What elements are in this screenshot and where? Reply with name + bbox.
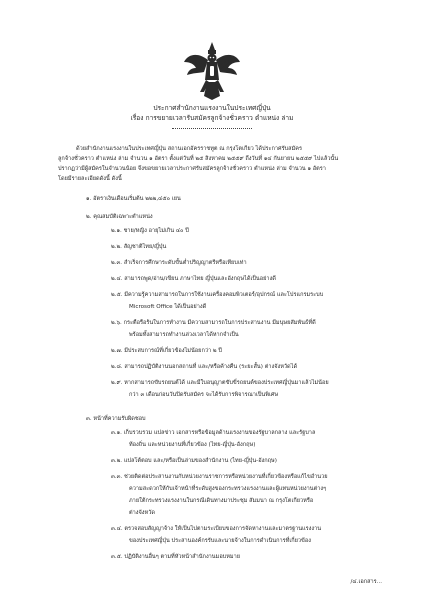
list-item: ๒.๓. สำเร็จการศึกษาระดับขั้นต่ำปริญญาตรีหรือเทียบเท่า xyxy=(111,260,247,266)
intro-line-1: ด้วยสำนักงานแรงงานในประเทศญี่ปุ่น สถานเอกอัครราชทูต ณ กรุงโตเกียว ได้ประกาศรับสมัคร xyxy=(76,146,303,152)
list-item-continuation: ของประเทศญี่ปุ่น ประสานองค์กรรับและนายจ้างในการดำเนินการที่เกี่ยวข้อง xyxy=(129,538,311,544)
list-item: ๒.๔. สามารถพูด/อ่าน/เขียน ภาษาไทย ญี่ปุ่นและอังกฤษได้เป็นอย่างดี xyxy=(111,276,276,282)
list-item-continuation: Microsoft Office ได้เป็นอย่างดี xyxy=(129,304,207,310)
list-item-continuation: ภายใต้กระทรวงแรงงานในกรณีเดินทางมาประชุม สัมมนา ณ กรุงโตเกียวหรือ xyxy=(129,498,314,504)
list-item-continuation: ต่างจังหวัด xyxy=(129,510,155,516)
list-item: ๓.๑. เก็บรวบรวม แปลข่าว เอกสารหรือข้อมูลด้านแรงงานของรัฐบาลกลาง และรัฐบาล xyxy=(111,430,316,436)
list-item: ๒.๙. หากสามารถขับรถยนต์ได้ และมีใบอนุญาตขับขี่รถยนต์ของประเทศญี่ปุ่นมาแล้วไม่น้อย xyxy=(111,380,329,386)
page-continuation-marker: /๔.เอกสาร... xyxy=(350,579,382,585)
list-item-continuation: พร้อมทั้งสามารถทำงานล่วงเวลาได้หากจำเป็น xyxy=(129,332,239,338)
section-3-heading: ๓. หน้าที่ความรับผิดชอบ xyxy=(86,416,146,422)
list-item-continuation: กว่า ๓ เดือนก่อนวันปิดรับสมัคร จะได้รับการพิจารณาเป็นพิเศษ xyxy=(129,392,279,398)
list-item: ๓.๓. ช่วยติดต่อประสานงานกับหน่วยงานราชการหรือหน่วยงานที่เกี่ยวข้องหรือแก้ไขอำนวย xyxy=(111,474,328,480)
list-item: ๓.๔. ตรวจสอบสัญญาจ้าง ให้เป็นไปตามระเบียบของการจัดหางานและมาตรฐานแรงงาน xyxy=(111,526,322,532)
list-item: ๓.๕. ปฏิบัติงานอื่นๆ ตามที่หัวหน้าสำนักงานมอบหมาย xyxy=(111,554,241,560)
section-2-heading: ๒. คุณสมบัติเฉพาะตำแหน่ง xyxy=(86,214,153,220)
title-line-1: ประกาศสำนักงานแรงงานในประเทศญี่ปุ่น xyxy=(153,104,271,112)
list-item: ๒.๖. กระตือรือร้นในการทำงาน มีความสามารถในการประสานงาน มีมนุษยสัมพันธ์ที่ดี xyxy=(111,320,316,326)
list-item: ๒.๗. มีประสบการณ์ที่เกี่ยวข้องไม่น้อยกว่า ๒ ปี xyxy=(111,348,222,354)
list-item: ๒.๑. ชาย/หญิง อายุไม่เกิน ๔๐ ปี xyxy=(111,228,189,234)
section-1-salary: ๑. อัตราเงินเดือนเริ่มต้น ๒๒๒,๔๕๐ เยน xyxy=(86,196,181,202)
intro-line-3: ปรากฏว่ามีผู้สมัครในจำนวนน้อย จึงขอขยายเวลาประกาศรับสมัครลูกจ้างชั่วคราว ตำแหน่ง ล่าม จำนวน ๑ อัตรา xyxy=(58,166,326,172)
list-item: ๓.๒. แปลโต้ตอบ และ/หรือเป็นล่ามของสำนักงาน (ไทย-ญี่ปุ่น-อังกฤษ) xyxy=(111,458,277,464)
list-item: ๒.๒. สัญชาติไทย/ญี่ปุ่น xyxy=(111,244,167,250)
title-line-2: เรื่อง การขยายเวลารับสมัครลูกจ้างชั่วคราว ตำแหน่ง ล่าม xyxy=(130,113,294,122)
intro-line-2: ลูกจ้างชั่วคราว ตำแหน่ง ล่าม จำนวน ๑ อัตรา ตั้งแต่วันที่ ๒๕ สิงหาคม ๒๕๕๙ ถึงวันที่ ๑๔ กันยายน ๒๕๕๙ ไปแล้วนั้น xyxy=(58,156,339,162)
list-item: ๒.๘. สามารถปฏิบัติงานนอกสถานที่ และ/หรือค้างคืน (ระยะสั้น) ต่างจังหวัดได้ xyxy=(111,364,298,370)
list-item-continuation: ความสะดวกให้กับเจ้าหน้าที่ระดับสูงของกระทรวงแรงงานและผู้แทนหน่วยงานต่างๆ xyxy=(129,486,327,492)
intro-line-4: โดยมีรายละเอียดดังนี้ ดังนี้ xyxy=(58,176,122,182)
list-item-continuation: ท้องถิ่น และหน่วยงานที่เกี่ยวข้อง (ไทย-ญี่ปุ่น-อังกฤษ) xyxy=(129,442,256,448)
list-item: ๒.๕. มีความรู้ความสามารถในการใช้งานเครื่องคอมพิวเตอร์/อุปกรณ์ และโปรแกรมระบบ xyxy=(111,292,324,298)
